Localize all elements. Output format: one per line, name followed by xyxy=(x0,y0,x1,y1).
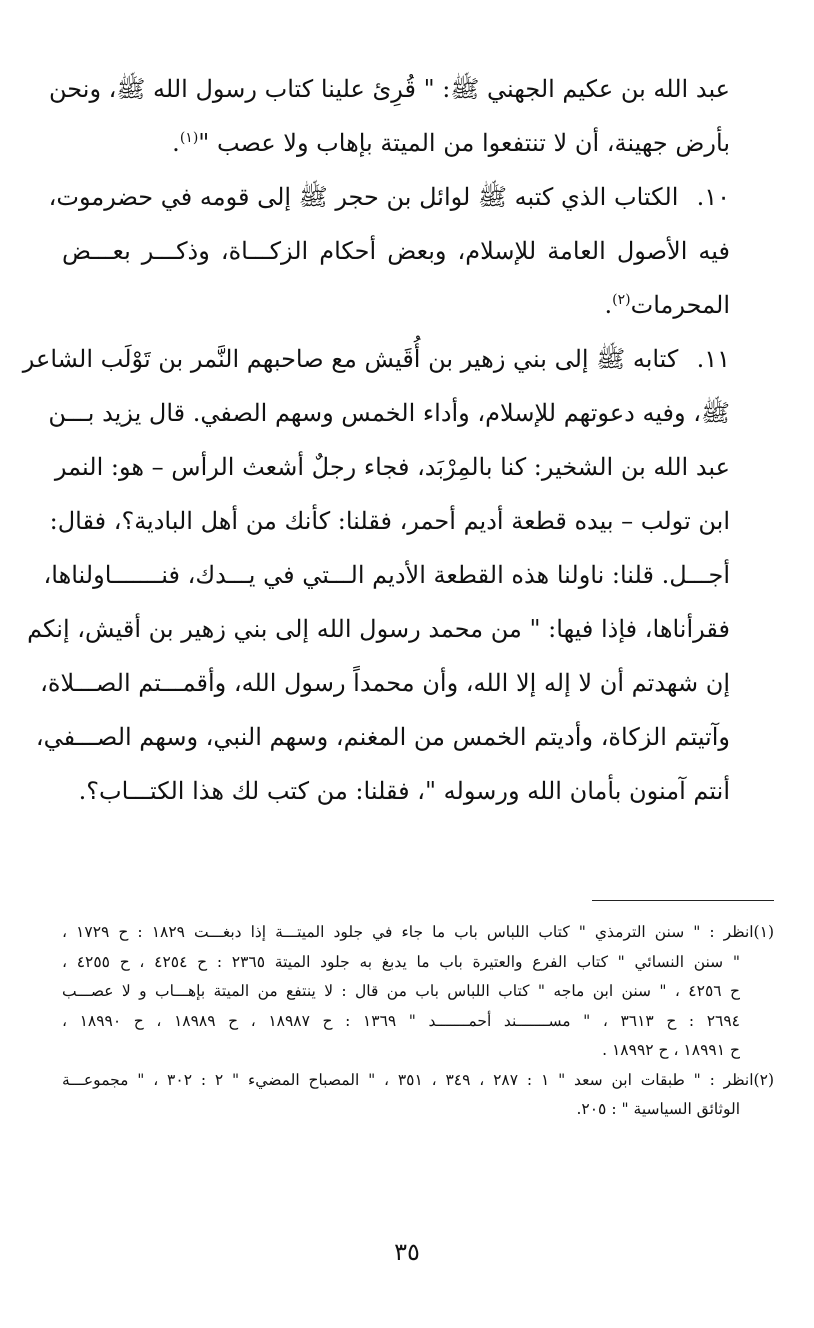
item-number: ١٠. xyxy=(696,183,730,211)
footnote-line: ٢٦٩٤ : ح ٣٦١٣ ، " مســـــــند أحمـــــــد " ١٣٦٩ : ح ١٨٩٨٧ ، ح ١٨٩٨٩ ، ح ١٨٩٩٠ ، xyxy=(62,1011,741,1030)
text-segment: الكتاب الذي كتبه ﷺ لوائل بن حجر ﷺ إلى قومه في حضرموت، xyxy=(48,183,679,211)
item-number: ١١. xyxy=(696,345,730,373)
text-line: أنتم آمنون بأمان الله ورسوله "، فقلنا: من كتب لك هذا الكتـــاب؟. xyxy=(78,777,730,805)
paragraph-continuation xyxy=(49,62,730,170)
list-item-11 xyxy=(22,332,730,818)
footnote-separator xyxy=(592,900,774,901)
footnote-2 xyxy=(62,1066,774,1125)
text-line xyxy=(62,278,730,332)
page-number: ٣٥ xyxy=(394,1238,420,1266)
text-line xyxy=(62,116,730,170)
footnote-1 xyxy=(62,918,774,1066)
footnote-ref-1[interactable]: (١) xyxy=(179,130,199,146)
text-segment: . xyxy=(172,129,180,157)
footnote-line: الوثائق السياسية " : ٢٠٥. xyxy=(576,1100,740,1118)
footnote-line: ح ٤٢٥٦ ، " سنن ابن ماجه " كتاب اللباس باب من قال : لا ينتفع من الميتة بإهـــاب و لا عصـــب xyxy=(62,982,740,1000)
main-text xyxy=(22,62,730,818)
text-line: ابن تولب – بيده قطعة أديم أحمر، فقلنا: كأنك من أهل البادية؟، فقال: xyxy=(49,507,730,535)
footnote-ref-2[interactable]: (٢) xyxy=(612,292,631,308)
list-item-10 xyxy=(48,170,730,332)
text-line: إن شهدتم أن لا إله إلا الله، وأن محمداً رسول الله، وأقمـــتم الصـــلاة، xyxy=(40,669,730,697)
text-line xyxy=(22,332,730,386)
footnote-line: (٢)انظر : " طبقات ابن سعد " ١ : ٢٨٧ ، ٣٤٩ ، ٣٥١ ، " المصباح المضيء " ٢ : ٣٠٢ ، " مجموعـــة xyxy=(62,1070,774,1089)
text-line: فقرأناها، فإذا فيها: " من محمد رسول الله إلى بني زهير بن أقيش، إنكم xyxy=(27,615,730,643)
text-line: أجـــل. قلنا: ناولنا هذه القطعة الأديم الـــتي في يـــدك، فنـــــــاولناها، xyxy=(43,561,730,589)
footnote-line: " سنن النسائي " كتاب الفرع والعتيرة باب ما يدبغ به جلود الميتة ٢٣٦٥ : ح ٤٢٥٤ ، ح ٤٢٥٥ ، xyxy=(62,952,740,971)
footnotes xyxy=(62,918,774,1125)
text-segment: . xyxy=(604,291,613,319)
text-line: ﷺ، وفيه دعوتهم للإسلام، وأداء الخمس وسهم الصفي. قال يزيد بـــن xyxy=(48,399,730,427)
footnote-line: (١)انظر : " سنن الترمذي " كتاب اللباس باب ما جاء في جلود الميتـــة إذا دبغـــت ١٨٢٩ : ح ١٧٢٩ ، xyxy=(62,923,774,941)
footnote-line: ح ١٨٩٩١ ، ح ١٨٩٩٢ . xyxy=(602,1041,740,1059)
text-segment: المحرمات xyxy=(630,291,730,319)
text-segment: بأرض جهينة، أن لا تنتفعوا من الميتة بإهاب ولا عصب " xyxy=(198,129,730,157)
text-segment: كتابه ﷺ إلى بني زهير بن أُقَيش مع صاحبهم النَّمر بن تَوْلَب الشاعر xyxy=(22,345,679,373)
text-line: عبد الله بن الشخير: كنا بالمِرْبَد، فجاء رجلٌ أشعث الرأس – هو: النمر xyxy=(54,453,730,481)
text-line xyxy=(48,170,730,224)
text-line: فيه الأصول العامة للإسلام، وبعض أحكام الزكـــاة، وذكـــر بعـــض xyxy=(62,237,730,265)
text-line: عبد الله بن عكيم الجهني ﷺ: " قُرِئ علينا كتاب رسول الله ﷺ، ونحن xyxy=(49,75,730,103)
text-line: وآتيتم الزكاة، وأديتم الخمس من المغنم، وسهم النبي، وسهم الصـــفي، xyxy=(35,723,730,751)
